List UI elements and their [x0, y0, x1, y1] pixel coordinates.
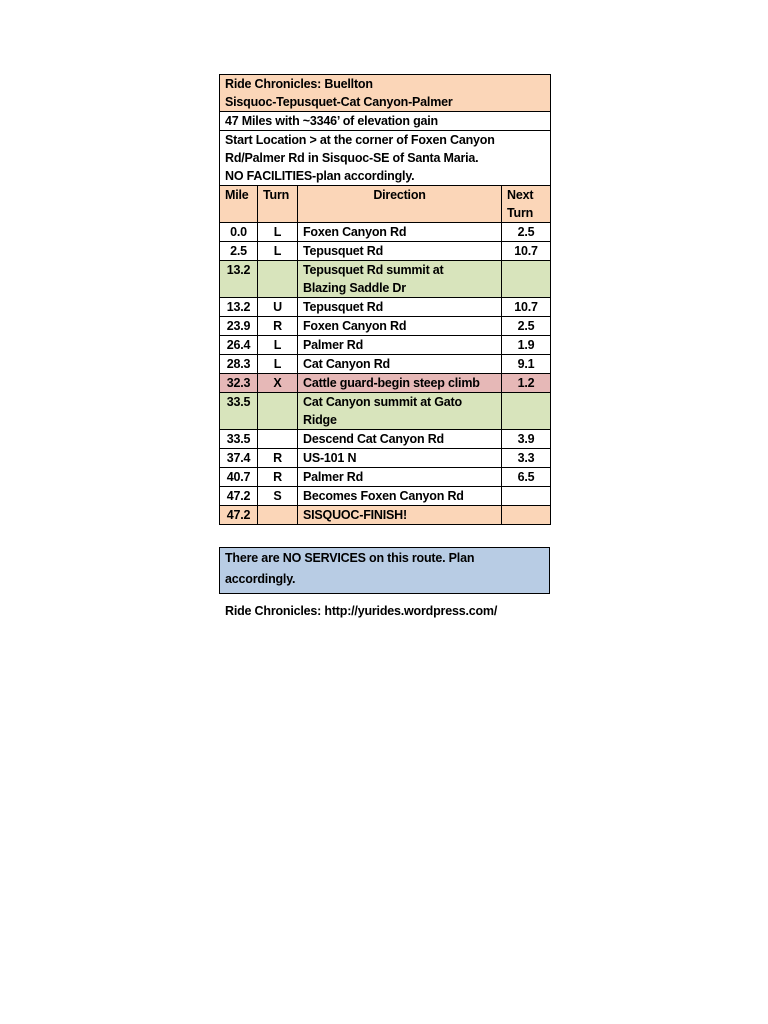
table-row [220, 487, 551, 506]
cell-mile: 33.5 [220, 393, 258, 430]
cue-sheet-table [219, 74, 551, 525]
cell-direction: Cat Canyon Rd [298, 355, 502, 374]
cell-direction: SISQUOC-FINISH! [298, 506, 502, 525]
cell-direction [298, 261, 502, 298]
cell-turn: L [258, 336, 298, 355]
table-row [220, 223, 551, 242]
column-header-direction: Direction [298, 186, 502, 223]
cell-turn [258, 261, 298, 298]
ride-chronicles-link[interactable]: Ride Chronicles: http://yurides.wordpress.com/ [225, 604, 498, 618]
cell-direction: Palmer Rd [298, 336, 502, 355]
title-line-1: Ride Chronicles: Buellton [225, 77, 373, 91]
cell-next-turn: 1.2 [502, 374, 551, 393]
table-row [220, 336, 551, 355]
column-header-next-line-1: Next [507, 188, 534, 202]
column-header-next-turn [502, 186, 551, 223]
start-row [220, 131, 551, 186]
table-row [220, 261, 551, 298]
cell-mile: 37.4 [220, 449, 258, 468]
cell-next-turn [502, 506, 551, 525]
distance-text: 47 Miles with ~3346’ of elevation gain [220, 112, 551, 131]
table-row [220, 506, 551, 525]
table-row [220, 430, 551, 449]
cell-turn [258, 430, 298, 449]
cell-mile: 26.4 [220, 336, 258, 355]
cell-turn: S [258, 487, 298, 506]
table-row [220, 393, 551, 430]
cell-next-turn: 1.9 [502, 336, 551, 355]
cell-direction: Foxen Canyon Rd [298, 317, 502, 336]
cell-next-turn: 10.7 [502, 298, 551, 317]
column-header-row [220, 186, 551, 223]
cell-next-turn [502, 393, 551, 430]
cell-direction: US-101 N [298, 449, 502, 468]
cell-mile: 32.3 [220, 374, 258, 393]
cell-turn: U [258, 298, 298, 317]
cell-turn: L [258, 242, 298, 261]
cell-direction: Foxen Canyon Rd [298, 223, 502, 242]
cell-turn: L [258, 355, 298, 374]
table-row [220, 298, 551, 317]
table-row [220, 317, 551, 336]
cell-turn: L [258, 223, 298, 242]
direction-line-2: Ridge [303, 413, 337, 427]
table-row [220, 449, 551, 468]
cell-mile: 23.9 [220, 317, 258, 336]
start-line-1: Start Location > at the corner of Foxen Canyon [225, 133, 495, 147]
table-row [220, 242, 551, 261]
column-header-mile: Mile [220, 186, 258, 223]
cell-turn [258, 506, 298, 525]
no-services-notice [219, 547, 550, 594]
cell-turn: R [258, 468, 298, 487]
table-row [220, 374, 551, 393]
cell-mile: 47.2 [220, 487, 258, 506]
cell-next-turn: 3.9 [502, 430, 551, 449]
cell-direction: Becomes Foxen Canyon Rd [298, 487, 502, 506]
cell-mile: 47.2 [220, 506, 258, 525]
title-line-2: Sisquoc-Tepusquet-Cat Canyon-Palmer [225, 95, 453, 109]
cell-direction: Descend Cat Canyon Rd [298, 430, 502, 449]
cell-next-turn: 10.7 [502, 242, 551, 261]
title-row [220, 75, 551, 112]
cell-direction: Cattle guard-begin steep climb [298, 374, 502, 393]
cell-turn [258, 393, 298, 430]
route-title [220, 75, 551, 112]
cell-direction: Tepusquet Rd [298, 242, 502, 261]
cell-next-turn [502, 261, 551, 298]
cell-next-turn: 3.3 [502, 449, 551, 468]
start-line-3: NO FACILITIES-plan accordingly. [225, 169, 415, 183]
notice-line-1: There are NO SERVICES on this route. Plan [225, 551, 475, 565]
direction-line-1: Cat Canyon summit at Gato [303, 395, 462, 409]
table-row [220, 355, 551, 374]
start-line-2: Rd/Palmer Rd in Sisquoc-SE of Santa Maria. [225, 151, 479, 165]
cell-mile: 28.3 [220, 355, 258, 374]
cell-next-turn: 2.5 [502, 223, 551, 242]
cell-mile: 0.0 [220, 223, 258, 242]
cell-mile: 13.2 [220, 298, 258, 317]
cell-next-turn [502, 487, 551, 506]
table-row [220, 468, 551, 487]
cell-mile: 13.2 [220, 261, 258, 298]
direction-line-1: Tepusquet Rd summit at [303, 263, 444, 277]
start-location [220, 131, 551, 186]
column-header-turn: Turn [258, 186, 298, 223]
distance-row [220, 112, 551, 131]
column-header-next-line-2: Turn [507, 206, 534, 220]
cell-turn: R [258, 449, 298, 468]
cell-mile: 2.5 [220, 242, 258, 261]
cell-direction: Palmer Rd [298, 468, 502, 487]
cell-mile: 40.7 [220, 468, 258, 487]
notice-line-2: accordingly. [225, 572, 296, 586]
cell-mile: 33.5 [220, 430, 258, 449]
cell-turn: X [258, 374, 298, 393]
cell-direction: Tepusquet Rd [298, 298, 502, 317]
cell-next-turn: 6.5 [502, 468, 551, 487]
cell-turn: R [258, 317, 298, 336]
cell-direction [298, 393, 502, 430]
cell-next-turn: 9.1 [502, 355, 551, 374]
cell-next-turn: 2.5 [502, 317, 551, 336]
direction-line-2: Blazing Saddle Dr [303, 281, 406, 295]
